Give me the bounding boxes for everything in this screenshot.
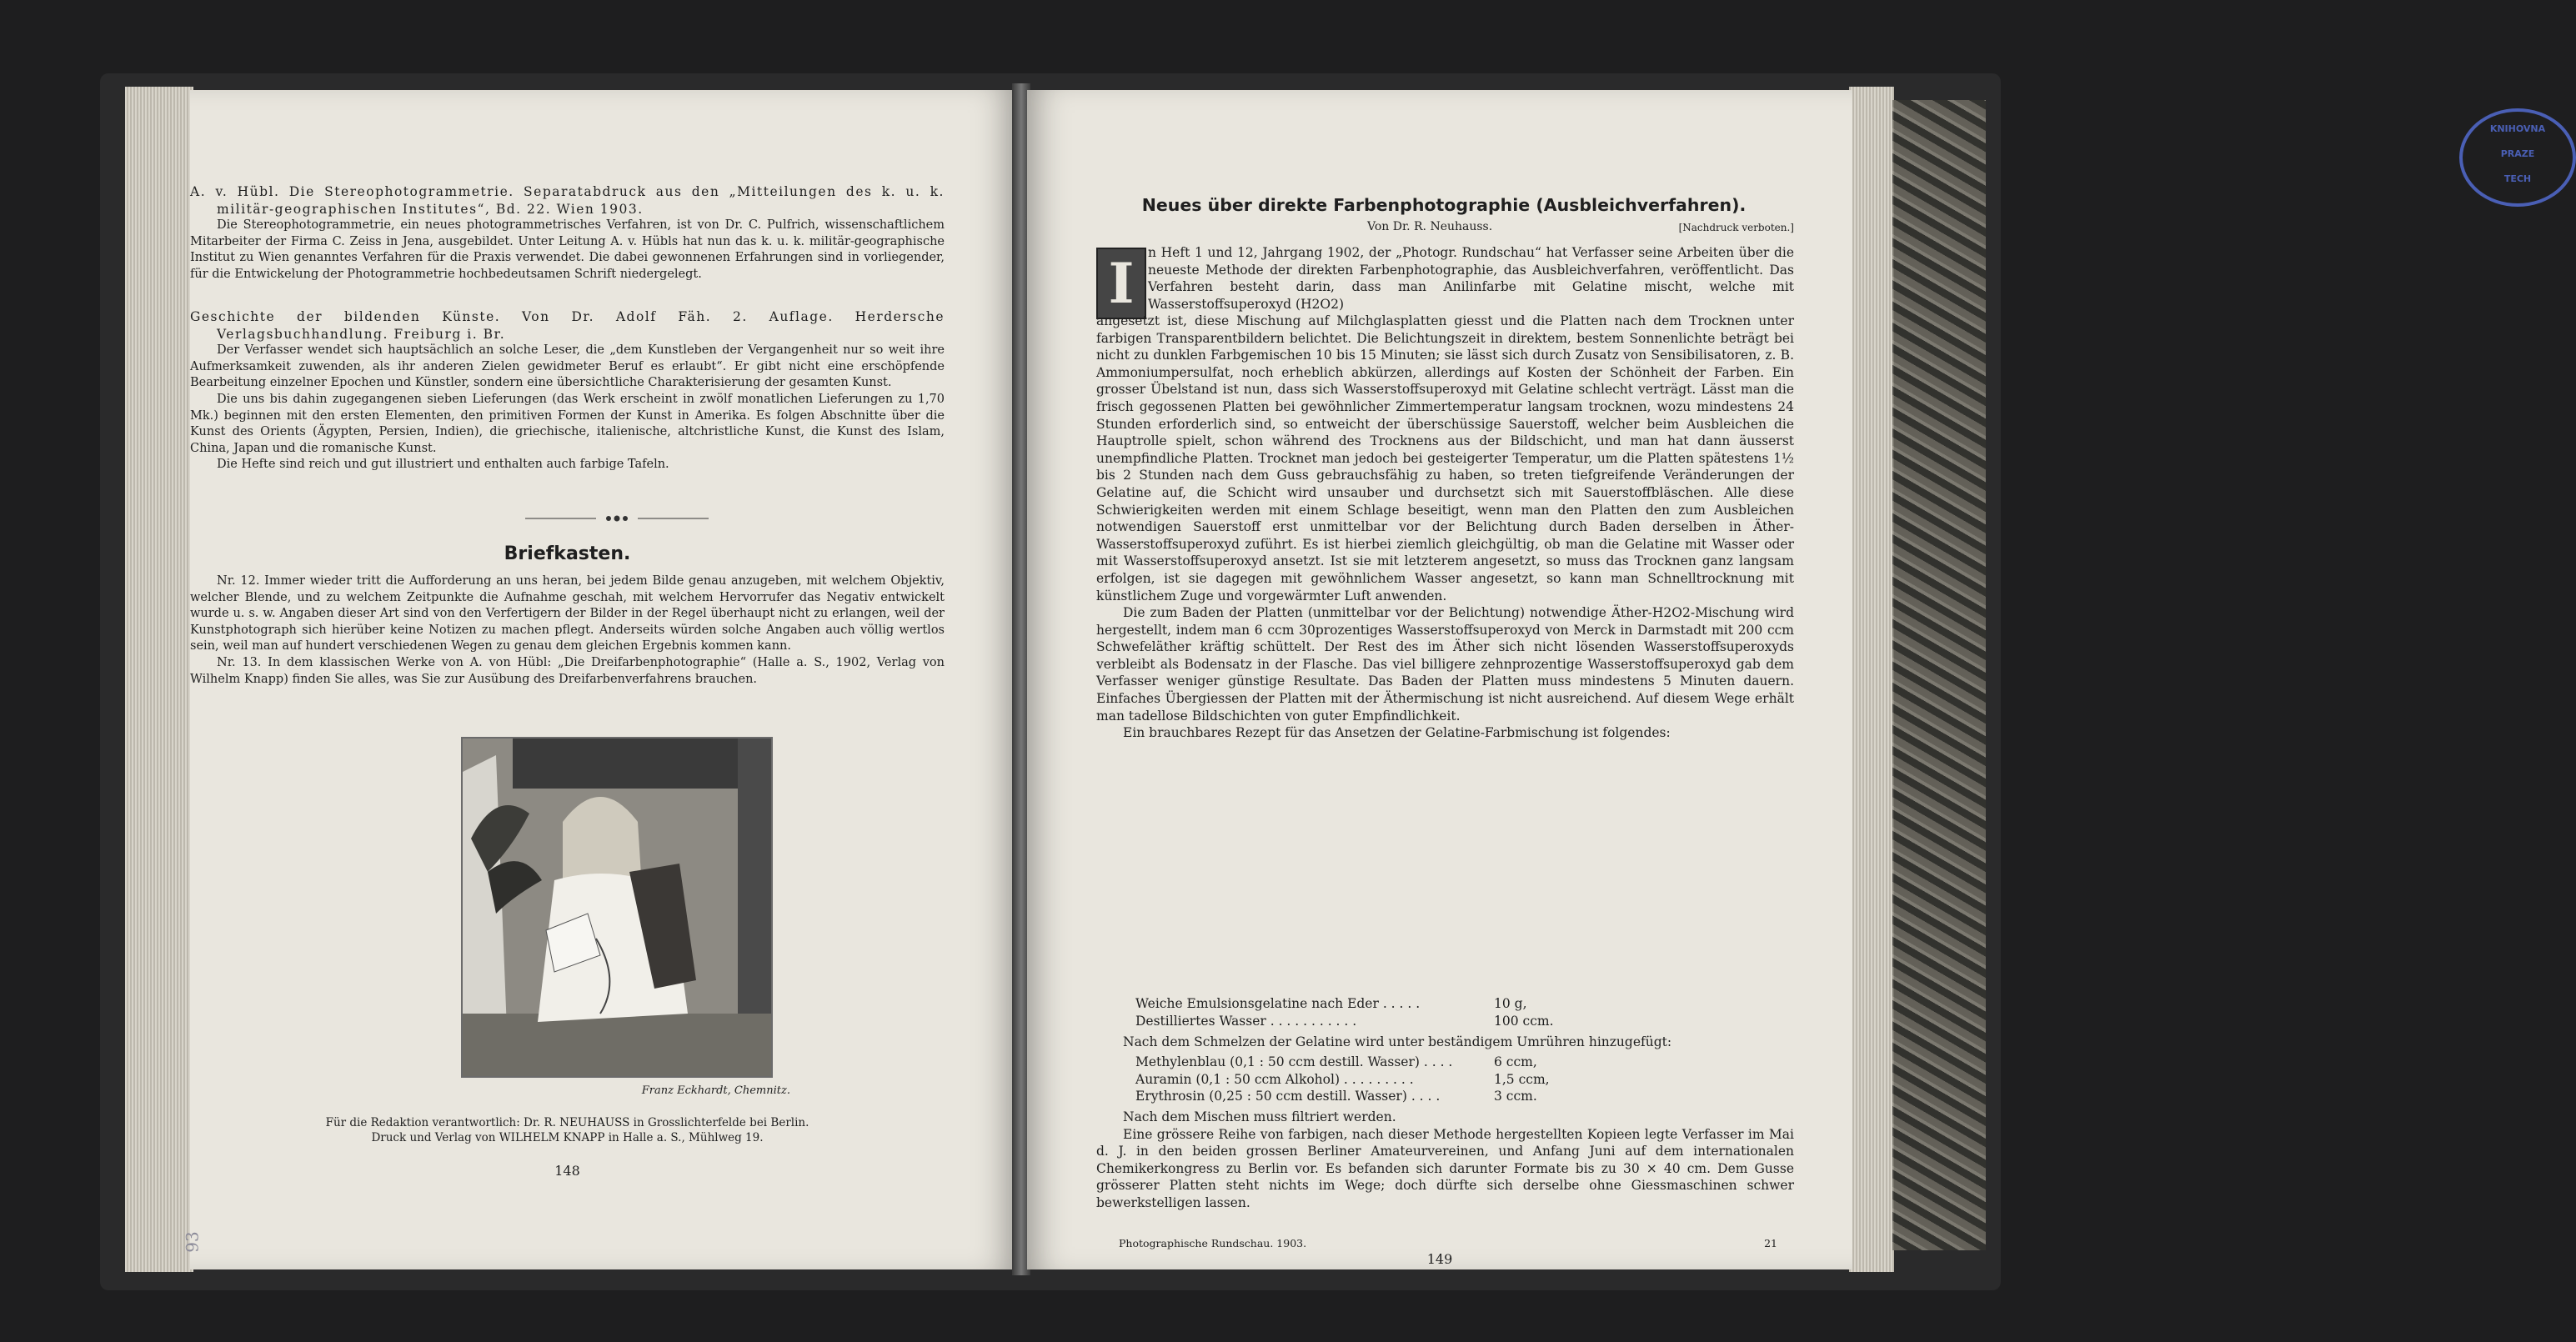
recipe-ingredient: Methylenblau (0,1 : 50 ccm destill. Wasser) . . . . (1135, 1054, 1453, 1069)
briefkasten-nr13: Nr. 13. In dem klassischen Werke von A. von Hübl: „Die Dreifarbenphotographie“ (Halle a. S., 1902, Verlag von Wilhelm Knapp) finden Sie alles, was Sie zur Ausübung des Dreifarbenverfahrens brauchen. (190, 655, 945, 686)
briefkasten-nr12: Nr. 12. Immer wieder tritt die Aufforderung an uns heran, bei jedem Bilde genau anzugeben, mit welchem Objektiv, welcher Blende, und zu welchem Zeitpunkte die Aufnahme geschah, mit welchem Hervorrufer das Negativ entwickelt wurde u. s. w. Angaben dieser Art sind von den Verfertigern der Bilder in der Regel überhaupt nicht zu erlangen, weil der Kunstphotograph sich hierüber keine Notizen zu machen pflegt. Anderseits würden solche Angaben auch völlig wertlos sein, weil man auf hundert verschiedenen Wegen zu genau dem gleichen Ergebnis kommen kann. (190, 574, 945, 653)
library-stamp (2459, 108, 2576, 207)
recipe-row (1135, 1013, 1569, 1030)
recipe-ingredient: Weiche Emulsionsgelatine nach Eder . . . . . (1135, 996, 1421, 1011)
article-title: Neues über direkte Farbenphotographie (Ausbleichverfahren). (1141, 195, 1747, 215)
recipe-amount: 10 g, (1494, 996, 1527, 1011)
recipe-mid-block (1096, 1034, 1794, 1051)
recipe-amount: 1,5 ccm, (1494, 1071, 1550, 1087)
dropcap-initial: I (1096, 248, 1146, 319)
recipe-amount: 100 ccm. (1494, 1013, 1554, 1029)
briefkasten-title: Briefkasten. (504, 543, 631, 564)
imprint-line-1: Für die Redaktion verantwortlich: Dr. R. NEUHAUSS in Grosslichterfelde bei Berlin. (325, 1116, 809, 1129)
review-faeh-body-3: Die Hefte sind reich und gut illustriert und enthalten auch farbige Tafeln. (217, 458, 669, 472)
recipe-table-2 (1135, 1054, 1602, 1105)
recipe-table-1 (1135, 995, 1569, 1029)
recipe-end: Nach dem Mischen muss filtriert werden. (1123, 1109, 1396, 1124)
recipe-mid: Nach dem Schmelzen der Gelatine wird unter beständigem Umrühren hinzugefügt: (1123, 1034, 1672, 1049)
review-huebl-body: Die Stereophotogrammetrie, ein neues photogrammetrisches Verfahren, ist von Dr. C. Pulfrich, wissenschaftlichem Mitarbeiter der Firma C. Zeiss in Jena, ausgebildet. Unter Leitung A. v. Hübls hat nun das k. u. k. militär-geographische Institut zu Wien genanntes Verfahren für die Praxis verwendet. Die dabei gewonnenen Erfahrungen sind in vorliegender, für die Entwickelung der Photogrammetrie hochbedeutsamen Schrift niedergelegt. (190, 218, 945, 281)
photo-girl-illustration (463, 739, 771, 1076)
left-page (190, 90, 1015, 1269)
reprint-note: [Nachdruck verboten.] (1678, 222, 1794, 233)
ornament-divider (525, 513, 709, 524)
stamp-text-3: TECH (2503, 173, 2532, 184)
paragraph-1-start: n Heft 1 und 12, Jahrgang 1902, der „Photogr. Rundschau“ hat Verfasser seine Arbeiten über die neueste Methode der direkten Farbenphotographie, das Ausbleichverfahren, veröffentlicht. Das Verfahren besteht darin, dass man Anilinfarbe mit Gelatine mischt, welche mit Wasserstoffsuperoxyd (H2O2) (1148, 245, 1794, 312)
page-edges-left (125, 87, 193, 1272)
recipe-ingredient: Destilliertes Wasser . . . . . . . . . . . (1135, 1013, 1357, 1029)
article-body (1096, 244, 1794, 742)
review-huebl-heading: A. v. Hübl. Die Stereophotogrammetrie. Separatabdruck aus den „Mitteilungen des k. u. k. militär-geographischen Institutes“, Bd. 22. Wien 1903. (190, 184, 945, 217)
recipe-amount: 3 ccm. (1494, 1089, 1537, 1104)
marbled-endpaper (1892, 100, 1986, 1250)
pencil-note: 93 (182, 1231, 203, 1253)
page-edges-right (1849, 87, 1894, 1272)
paragraph-2: Die zum Baden der Platten (unmittelbar vor der Belichtung) notwendige Äther-H2O2-Mischung wird hergestellt, indem man 6 ccm 30prozentiges Wasserstoffsuperoxyd von Merck in Darmstadt mit 200 ccm Schwefeläther kräftig schüttelt. Der Rest des im Äther sich nicht lösenden Wasserstoffsuperoxyds verbleibt als Bodensatz in der Flasche. Das viel billigere zehnprozentige Wasserstoffsuperoxyd gab dem Verfasser weniger günstige Resultate. Das Baden der Platten muss mindestens 5 Minuten dauern. Einfaches Übergiessen der Platten mit der Äthermischung ist nicht ausreichend. Auf diesem Wege erhält man tadellose Bildschichten von guter Empfindlichkeit. (1096, 605, 1794, 724)
right-page (1027, 90, 2546, 1269)
paragraph-1-rest: angesetzt ist, diese Mischung auf Milchglasplatten giesst und die Platten nach dem Trocknen unter farbigen Transparentbildern belichtet. Die Belichtungszeit in direktem, bestem Sonnenlichte beträgt bei nicht zu dunklen Farbgemischen 10 bis 15 Minuten; sie lässt sich durch Zusatz von Sensibilisatoren, z. B. Ammoniumpersulfat, noch erheblich abkürzen, allerdings auf Kosten der Schönheit der Farben. Ein grosser Übelstand ist nun, dass sich Wasserstoffsuperoxyd mit Gelatine schlecht verträgt. Lässt man die frisch gegossenen Platten bei gewöhnlicher Zimmertemperatur langsam trocknen, wozu mindestens 24 Stunden erforderlich sind, so entweicht der überschüssige Sauerstoff, welcher beim Ausbleichen die Hauptrolle spielt, schon während des Trocknens aus der Bildschicht, und man hat dann äusserst unempfindliche Platten. Trocknet man jedoch bei gesteigerter Temperatur, um die Platten spätestens 1½ bis 2 Stunden nach dem Guss gebrauchsfähig zu haben, so treten tiefgreifende Veränderungen der Gelatine auf, die Schicht wird unsauber und durchsetzt sich mit Sauerstoffbläschen. Alle diese Schwierigkeiten werden mit einem Schlage beseitigt, wenn man den Platten den zum Ausbleichen notwendigen Sauerstoff erst unmittelbar vor der Belichtung durch Baden derselben in Äther-Wasserstoffsuperoxyd zuführt. Es ist hierbei ziemlich gleichgültig, ob man die Gelatine mit Wasser oder mit Wasserstoffsuperoxyd ansetzt. Ist sie mit letzterem angesetzt, so muss das Trocknen ganz langsam erfolgen, ist sie dagegen mit gewöhnlichem Wasser angesetzt, so kann man Schnelltrocknung mit künstlichem Zuge und vorgewärmter Luft anwenden. (1096, 313, 1794, 603)
photo-girl-at-window (461, 737, 773, 1078)
footer-journal: Photographische Rundschau. 1903. (1119, 1237, 1307, 1249)
page-number-left: 148 (554, 1163, 580, 1179)
imprint-line-2: Druck und Verlag von WILHELM KNAPP in Halle a. S., Mühlweg 19. (371, 1131, 764, 1144)
stamp-text-2: PRAZE (2500, 148, 2535, 159)
article-byline: Von Dr. R. Neuhauss. (1367, 220, 1493, 233)
recipe-amount: 6 ccm, (1494, 1054, 1537, 1069)
recipe-row (1135, 1054, 1602, 1071)
article-body-end (1096, 1109, 1794, 1212)
imprint (190, 1115, 945, 1145)
review-faeh (190, 308, 945, 473)
stamp-text-1: KNIHOVNA (2489, 123, 2546, 134)
recipe-intro: Ein brauchbares Rezept für das Ansetzen der Gelatine-Farbmischung ist folgendes: (1123, 725, 1671, 741)
paragraph-3: Eine grössere Reihe von farbigen, nach dieser Methode hergestellten Kopieen legte Verfasser im Mai d. J. in den beiden grossen Berliner Amateurvereinen, und Anfang Juni auf dem internationalen Chemikerkongress zu Berlin vor. Es befanden sich darunter Formate bis zu 30 × 40 cm. Dem Gusse grösserer Platten steht nichts im Wege; doch dürfte sich derselbe ohne Giessmaschinen schwer bewerkstelligen lassen. (1096, 1126, 1794, 1210)
recipe-row (1135, 1088, 1602, 1105)
recipe-row (1135, 995, 1569, 1013)
running-footer (1119, 1237, 1777, 1249)
review-faeh-body-2: Die uns bis dahin zugegangenen sieben Lieferungen (das Werk erscheint in zwölf monatlichen Lieferungen zu 1,70 Mk.) beginnen mit den ersten Elementen, den primitiven Formen der Kunst in Amerika. Es folgen Abschnitte über die Kunst des Orients (Ägypten, Persien, Indien), die griechische, italienische, altchristliche Kunst, die Kunst des Islam, China, Japan und die romanische Kunst. (190, 392, 945, 455)
review-faeh-body-1: Der Verfasser wendet sich hauptsächlich an solche Leser, die „dem Kunstleben der Vergangenheit nur so weit ihre Aufmerksamkeit zuwenden, als ihr anderen Zielen gewidmeter Beruf es erlaubt“. Er gibt nicht eine erschöpfende Bearbeitung einzelner Epochen und Künstler, sondern eine übersichtliche Charakterisierung der gesamten Kunst. (190, 343, 945, 390)
recipe-ingredient: Erythrosin (0,25 : 50 ccm destill. Wasser) . . . . (1135, 1089, 1441, 1104)
review-faeh-heading: Geschichte der bildenden Künste. Von Dr. Adolf Fäh. 2. Auflage. Herdersche Verlagsbuchhandlung. Freiburg i. Br. (190, 309, 945, 342)
footer-signature: 21 (1764, 1237, 1777, 1249)
page-number-right: 149 (1426, 1251, 1453, 1267)
recipe-row (1135, 1071, 1602, 1089)
photo-caption: Franz Eckhardt, Chemnitz. (641, 1084, 790, 1097)
review-huebl (190, 183, 945, 283)
briefkasten-body (190, 573, 945, 688)
recipe-ingredient: Auramin (0,1 : 50 ccm Alkohol) . . . . . . . . . (1135, 1071, 1414, 1087)
